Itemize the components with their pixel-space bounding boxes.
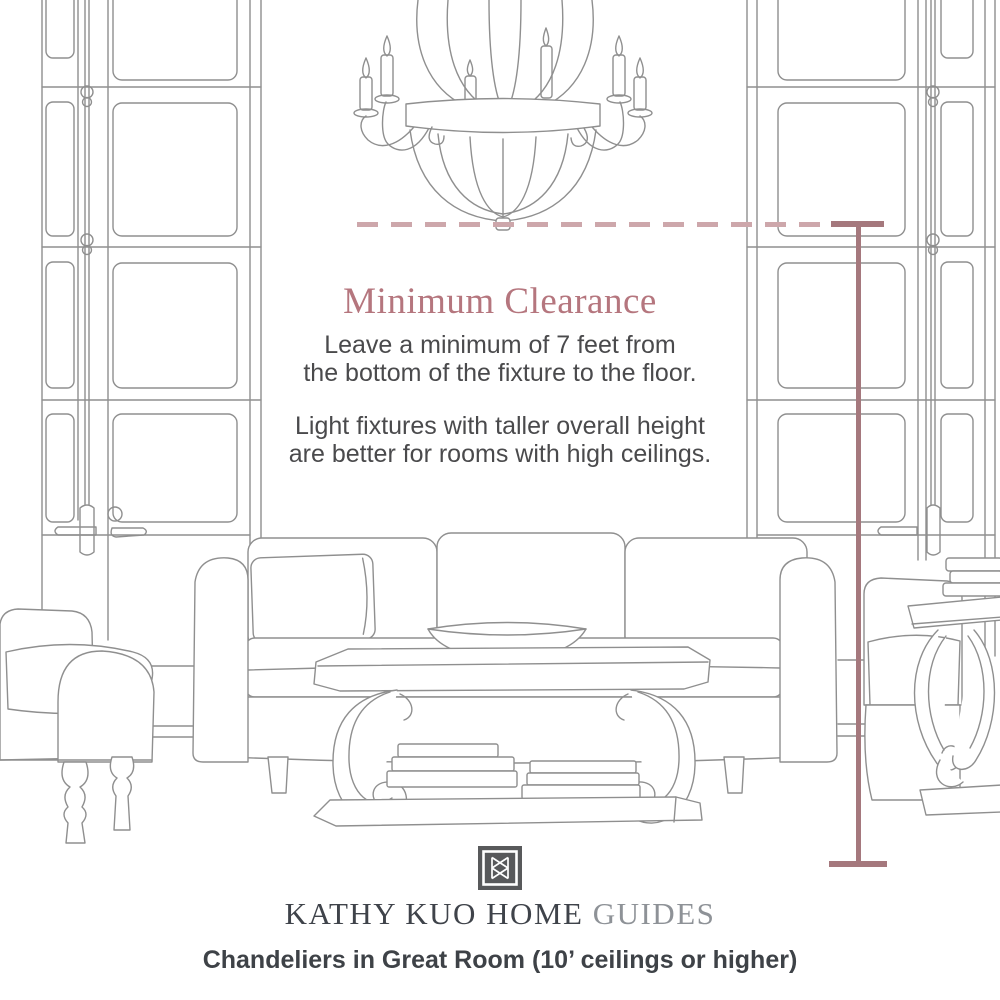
clearance-line-2: the bottom of the fixture to the floor. <box>303 359 697 387</box>
sofa-leg <box>268 757 288 793</box>
candle-tip <box>543 28 548 46</box>
brand-wordmark <box>0 896 1000 932</box>
bolt-plate <box>80 505 94 555</box>
clearance-line-1: Leave a minimum of 7 feet from <box>324 331 676 359</box>
door-handle-icon <box>55 527 96 535</box>
height-tip-line-1: Light fixtures with taller overall height <box>295 412 705 440</box>
candle-tip <box>363 58 370 78</box>
monogram-lattice <box>478 846 522 890</box>
sofa-arm <box>780 558 837 762</box>
clearance-dashed-line <box>357 222 831 227</box>
height-tip-paragraph <box>0 412 1000 468</box>
candle-tip <box>637 58 644 78</box>
page-title: Minimum Clearance <box>343 281 657 322</box>
armchair-illustration <box>0 609 154 843</box>
candle-tip <box>616 36 623 56</box>
sofa-leg <box>724 757 744 793</box>
sofa-arm <box>193 558 248 762</box>
candle-tip <box>384 36 391 56</box>
turned-leg <box>62 762 88 843</box>
chandelier-illustration <box>354 0 652 230</box>
brand-name: KATHY KUO HOME <box>284 896 584 931</box>
throw-pillow-illustration <box>251 554 376 643</box>
kathy-kuo-home-monogram-icon <box>478 846 522 890</box>
clearance-paragraph <box>0 331 1000 387</box>
guide-tagline: Chandeliers in Great Room (10’ ceilings or higher) <box>202 946 798 974</box>
turned-leg <box>110 757 133 830</box>
height-tip-line-2: are better for rooms with high ceilings. <box>288 440 712 468</box>
side-table-illustration <box>864 558 1000 815</box>
door-handle-icon <box>878 527 917 535</box>
brand-suffix: GUIDES <box>592 896 716 931</box>
candle-tip <box>467 60 472 76</box>
measurement-bottom-cap <box>829 861 887 867</box>
bolt-plate <box>927 505 940 555</box>
